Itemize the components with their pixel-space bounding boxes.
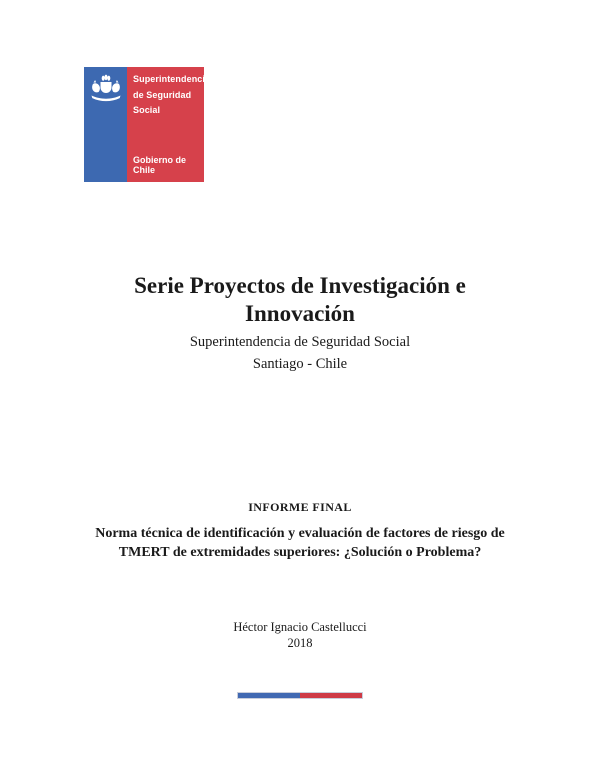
logo-org-line-1: Superintendencia [133, 74, 211, 84]
report-title [0, 524, 600, 562]
footer-flag-red-segment [300, 693, 362, 698]
author-name: Héctor Ignacio Castellucci [233, 620, 367, 634]
logo-red-panel [127, 67, 211, 182]
report-label: INFORME FINAL [248, 500, 352, 514]
publication-year: 2018 [287, 636, 313, 650]
logo-org-name [133, 72, 210, 119]
series-title [0, 272, 600, 328]
location-text: Santiago - Chile [252, 356, 348, 372]
series-subtitle [0, 331, 600, 375]
chile-coat-of-arms-icon [89, 74, 123, 109]
logo-org-line-3: Social [133, 105, 161, 115]
logo-government-label: Gobierno de Chile [133, 155, 187, 175]
author-block [0, 619, 600, 651]
footer-flag-blue-segment [238, 693, 300, 698]
logo-org-line-2: de Seguridad [133, 89, 192, 100]
superintendencia-logo [84, 67, 211, 182]
institution-name: Superintendencia de Seguridad Social [189, 334, 411, 350]
footer-flag-bar [238, 693, 362, 698]
report-title-text: Norma técnica de identificación y evaluación de factores de riesgo de TMERT de extremidades superiores: ¿Solución o Problema? [95, 526, 505, 560]
series-title-text: Serie Proyectos de Investigación e Innovación [134, 273, 466, 326]
logo-blue-panel [84, 67, 127, 182]
